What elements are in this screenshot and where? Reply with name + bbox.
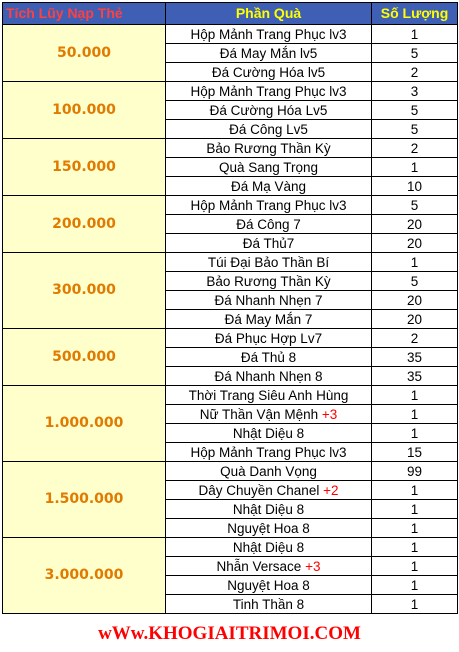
table-body xyxy=(3,25,458,614)
reward-item xyxy=(166,405,372,424)
reward-item xyxy=(166,500,372,519)
reward-table xyxy=(2,2,458,614)
reward-item xyxy=(166,158,372,177)
reward-quantity: 1 xyxy=(372,576,458,595)
reward-bonus: +2 xyxy=(323,482,339,498)
reward-name: Tinh Thần 8 xyxy=(232,596,305,612)
reward-item xyxy=(166,462,372,481)
reward-quantity: 1 xyxy=(372,519,458,538)
reward-name: Đá Thủ 8 xyxy=(240,349,297,365)
reward-name: Thời Trang Siêu Anh Hùng xyxy=(188,387,349,403)
reward-quantity: 5 xyxy=(372,120,458,139)
table-header-row xyxy=(3,3,458,25)
tier-amount: 200.000 xyxy=(3,196,166,253)
tier-amount: 500.000 xyxy=(3,329,166,386)
reward-item xyxy=(166,139,372,158)
table-row xyxy=(3,25,458,44)
reward-name: Đá Cường Hóa lv5 xyxy=(211,64,326,80)
tier-amount: 1.000.000 xyxy=(3,386,166,462)
reward-quantity: 1 xyxy=(372,158,458,177)
header-topup-total: Tích Lũy Nạp Thẻ xyxy=(3,3,166,25)
reward-name: Quà Sang Trọng xyxy=(218,159,319,175)
reward-quantity: 1 xyxy=(372,538,458,557)
reward-name: Đá Nhanh Nhẹn 8 xyxy=(214,368,323,384)
reward-item xyxy=(166,234,372,253)
table-row xyxy=(3,139,458,158)
reward-name: Hộp Mảnh Trang Phục lv3 xyxy=(190,197,347,213)
reward-name: Đá May Mắn 7 xyxy=(224,311,313,327)
reward-bonus: +3 xyxy=(305,558,321,574)
reward-quantity: 5 xyxy=(372,101,458,120)
tier-amount: 1.500.000 xyxy=(3,462,166,538)
reward-name: Đá Mạ Vàng xyxy=(230,178,307,194)
reward-quantity: 1 xyxy=(372,595,458,614)
reward-quantity: 35 xyxy=(372,367,458,386)
reward-item xyxy=(166,253,372,272)
reward-item xyxy=(166,557,372,576)
reward-name: Đá May Mắn lv5 xyxy=(219,45,318,61)
reward-name: Nhẫn Versace xyxy=(216,558,302,574)
table-row xyxy=(3,82,458,101)
reward-quantity: 1 xyxy=(372,386,458,405)
reward-name: Nữ Thần Vận Mệnh xyxy=(199,406,319,422)
reward-item xyxy=(166,291,372,310)
reward-name: Nguyệt Hoa 8 xyxy=(227,577,310,593)
reward-quantity: 20 xyxy=(372,310,458,329)
table-row xyxy=(3,329,458,348)
reward-name: Nhật Diệu 8 xyxy=(232,539,305,555)
reward-item xyxy=(166,120,372,139)
tier-amount: 300.000 xyxy=(3,253,166,329)
reward-name: Đá Công Lv5 xyxy=(229,121,308,137)
tier-amount: 50.000 xyxy=(3,25,166,82)
reward-name: Nhật Diệu 8 xyxy=(232,425,305,441)
reward-item xyxy=(166,348,372,367)
reward-quantity: 2 xyxy=(372,329,458,348)
tier-amount: 100.000 xyxy=(3,82,166,139)
reward-item xyxy=(166,424,372,443)
table-row xyxy=(3,538,458,557)
reward-name: Đá Cường Hóa Lv5 xyxy=(209,102,328,118)
reward-quantity: 20 xyxy=(372,234,458,253)
reward-item xyxy=(166,44,372,63)
reward-quantity: 15 xyxy=(372,443,458,462)
reward-quantity: 1 xyxy=(372,500,458,519)
reward-quantity: 3 xyxy=(372,82,458,101)
reward-item xyxy=(166,386,372,405)
reward-item xyxy=(166,595,372,614)
reward-name: Hộp Mảnh Trang Phục lv3 xyxy=(190,26,347,42)
reward-item xyxy=(166,272,372,291)
reward-quantity: 2 xyxy=(372,63,458,82)
reward-quantity: 5 xyxy=(372,272,458,291)
reward-item xyxy=(166,82,372,101)
reward-table-container xyxy=(2,2,457,614)
table-row xyxy=(3,196,458,215)
reward-name: Bảo Rương Thần Kỳ xyxy=(206,140,331,156)
reward-item xyxy=(166,310,372,329)
reward-item xyxy=(166,367,372,386)
reward-quantity: 5 xyxy=(372,44,458,63)
reward-item xyxy=(166,196,372,215)
reward-quantity: 1 xyxy=(372,481,458,500)
reward-name: Bảo Rương Thần Kỳ xyxy=(206,273,331,289)
reward-item xyxy=(166,519,372,538)
table-row xyxy=(3,386,458,405)
reward-item xyxy=(166,63,372,82)
reward-name: Quà Danh Vọng xyxy=(220,463,317,479)
reward-quantity: 20 xyxy=(372,291,458,310)
reward-item xyxy=(166,481,372,500)
reward-quantity: 10 xyxy=(372,177,458,196)
reward-quantity: 2 xyxy=(372,139,458,158)
reward-name: Đá Thủ7 xyxy=(242,235,295,251)
reward-quantity: 5 xyxy=(372,196,458,215)
reward-name: Hộp Mảnh Trang Phục lv3 xyxy=(190,83,347,99)
tier-amount: 150.000 xyxy=(3,139,166,196)
header-quantity: Số Lượng xyxy=(372,3,458,25)
reward-name: Nhật Diệu 8 xyxy=(232,501,305,517)
reward-name: Đá Công 7 xyxy=(236,216,301,232)
reward-item xyxy=(166,25,372,44)
reward-quantity: 1 xyxy=(372,253,458,272)
reward-quantity: 1 xyxy=(372,25,458,44)
reward-name: Nguyệt Hoa 8 xyxy=(227,520,310,536)
reward-name: Túi Đại Bảo Thần Bí xyxy=(207,254,330,270)
header-rewards: Phần Quà xyxy=(166,3,372,25)
reward-quantity: 1 xyxy=(372,424,458,443)
reward-item xyxy=(166,101,372,120)
reward-name: Hộp Mảnh Trang Phục lv3 xyxy=(190,444,347,460)
reward-quantity: 1 xyxy=(372,557,458,576)
reward-item xyxy=(166,576,372,595)
reward-name: Đá Nhanh Nhẹn 7 xyxy=(214,292,323,308)
table-row xyxy=(3,462,458,481)
reward-quantity: 35 xyxy=(372,348,458,367)
reward-quantity: 20 xyxy=(372,215,458,234)
reward-item xyxy=(166,443,372,462)
reward-item xyxy=(166,177,372,196)
reward-bonus: +3 xyxy=(321,406,338,422)
reward-quantity: 99 xyxy=(372,462,458,481)
site-watermark[interactable]: wWw.KHOGIAITRIMOI.COM xyxy=(98,623,361,644)
reward-item xyxy=(166,538,372,557)
reward-item xyxy=(166,215,372,234)
tier-amount: 3.000.000 xyxy=(3,538,166,614)
reward-name: Dây Chuyền Chanel xyxy=(198,482,320,498)
reward-name: Đá Phục Hợp Lv7 xyxy=(214,330,323,346)
table-row xyxy=(3,253,458,272)
reward-item xyxy=(166,329,372,348)
reward-quantity: 1 xyxy=(372,405,458,424)
